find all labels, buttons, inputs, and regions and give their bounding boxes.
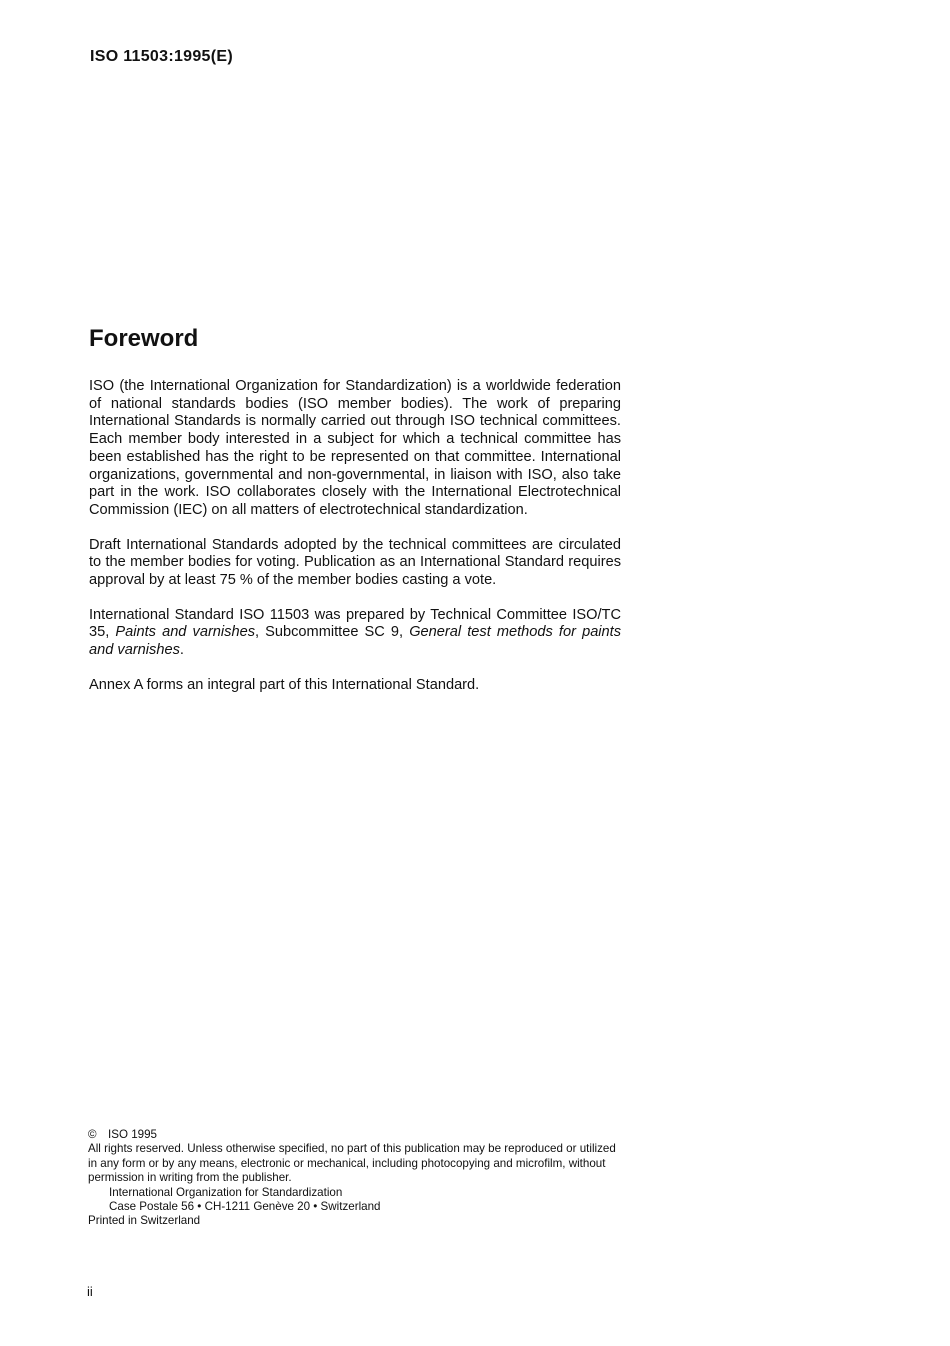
paragraph-annex: Annex A forms an integral part of this International Standard. <box>89 676 480 693</box>
printed-location: Printed in Switzerland <box>88 1214 201 1228</box>
sentence-end: . <box>179 642 184 659</box>
paragraph-iso-description: ISO (the International Organization for Standardization) is a worldwide federation of national standards bodies (ISO member bodies). The work of preparing International Standards is normally carried out through ISO technical committees. Each member body interested in a subject for which a technical committee has been established has the right to be represented on that committee. International organizations, governmental and non-governmental, in liaison with ISO, also take part in the work. ISO collaborates closely with the International Electrotechnical Commission (IEC) on all matters of electrotechnical standardization. <box>89 378 621 518</box>
paragraph-prepared-by <box>89 607 621 660</box>
section-title: Foreword <box>89 325 199 352</box>
document-identifier: ISO 11503:1995(E) <box>90 48 233 65</box>
copyright-line <box>88 1128 628 1142</box>
copyright-year: ISO 1995 <box>108 1128 157 1141</box>
paragraph-draft-standards: Draft International Standards adopted by the technical committees are circulated to the member bodies for voting. Publication as an International Standard requires approval by at least 75 % of the member bodies casting a vote. <box>89 536 621 589</box>
copyright-icon: © <box>88 1128 97 1141</box>
committee-name: Paints and varnishes <box>115 624 255 641</box>
foreword-body <box>89 378 621 695</box>
publisher-address: Case Postale 56 • CH-1211 Genève 20 • Switzerland <box>109 1200 381 1214</box>
prepared-by-text: International Standard ISO 11503 was prepared by Technical Committee ISO/TC 35, <box>89 606 621 641</box>
subcommittee-text: , Subcommittee SC 9, <box>255 624 410 641</box>
copyright-block <box>88 1128 628 1229</box>
rights-statement: All rights reserved. Unless otherwise specified, no part of this publication may be reproduced or utilized in any form or by any means, electronic or mechanical, including photocopying and microfilm, without permission in writing from the publisher. <box>88 1142 616 1185</box>
page-number: ii <box>87 1284 93 1299</box>
subcommittee-name: General test methods for paints and varnishes <box>89 624 622 659</box>
publisher-name: International Organization for Standardization <box>109 1185 343 1199</box>
